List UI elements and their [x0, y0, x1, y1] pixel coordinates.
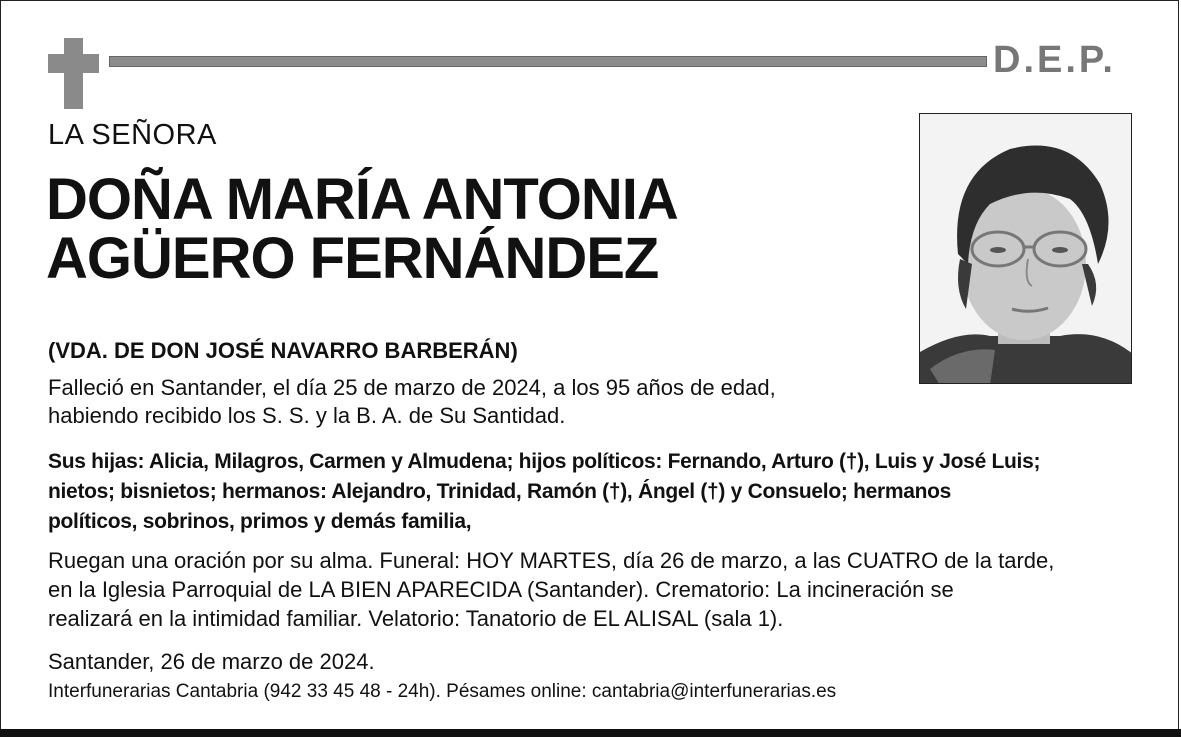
- death-line-1: Falleció en Santander, el día 25 de marzo de 2024, a los 95 años de edad,: [48, 375, 776, 400]
- portrait-image: [920, 114, 1132, 384]
- deceased-name-line1: DOÑA MARÍA ANTONIA: [46, 167, 678, 232]
- family-line-1: Sus hijas: Alicia, Milagros, Carmen y Almudena; hijos políticos: Fernando, Arturo (†), Luis y José Luis;: [48, 450, 1041, 473]
- family-line-3: políticos, sobrinos, primos y demás familia,: [48, 510, 472, 533]
- header-rule: [109, 56, 987, 67]
- deceased-name: [46, 167, 906, 291]
- cross-icon: [64, 38, 83, 109]
- funeral-line-3: realizará en la intimidad familiar. Velatorio: Tanatorio de EL ALISAL (sala 1).: [48, 606, 784, 631]
- death-line-2: habiendo recibido los S. S. y la B. A. de Su Santidad.: [48, 403, 566, 428]
- funeral-line-2: en la Iglesia Parroquial de LA BIEN APARECIDA (Santander). Crematorio: La incineración se: [48, 577, 954, 602]
- bottom-border: [0, 729, 1181, 737]
- place-date: Santander, 26 de marzo de 2024.: [48, 649, 375, 674]
- footer-contact: Interfunerarias Cantabria (942 33 45 48 - 24h). Pésames online: cantabria@interfunerarias.es: [48, 681, 837, 702]
- portrait-photo: [919, 113, 1132, 384]
- death-info: [48, 374, 776, 430]
- deceased-title: LA SEÑORA: [48, 119, 217, 151]
- cross-icon-bar: [48, 54, 99, 73]
- widow-of: (VDA. DE DON JOSÉ NAVARRO BARBERÁN): [48, 338, 518, 363]
- funeral-line-1: Ruegan una oración por su alma. Funeral: HOY MARTES, día 26 de marzo, a las CUATRO de la tarde,: [48, 548, 1055, 573]
- family-line-2: nietos; bisnietos; hermanos: Alejandro, Trinidad, Ramón (†), Ángel (†) y Consuelo; hermanos: [48, 480, 952, 503]
- dep-label: D.E.P.: [993, 39, 1116, 81]
- funeral-info: [48, 546, 1054, 633]
- deceased-name-line2: AGÜERO FERNÁNDEZ: [46, 226, 659, 291]
- family-list: [48, 447, 1040, 537]
